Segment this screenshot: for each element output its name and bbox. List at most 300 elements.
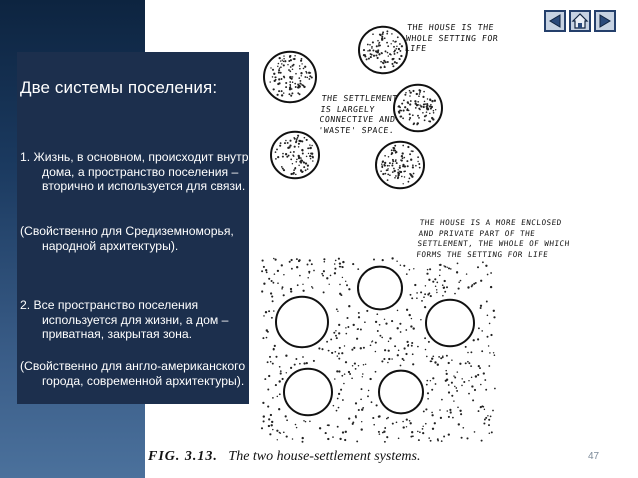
settlement-dot	[325, 432, 327, 434]
house-interior-dot	[310, 147, 312, 149]
house-interior-dot	[380, 170, 382, 172]
house-interior-dot	[377, 57, 379, 59]
house-interior-dot	[292, 81, 294, 83]
settlement-dot	[391, 320, 393, 322]
house-interior-dot	[301, 63, 302, 64]
house-interior-dot	[399, 50, 401, 52]
settlement-dot	[273, 348, 275, 350]
settlement-dot	[437, 440, 439, 442]
settlement-dot	[431, 414, 433, 416]
settlement-dot	[269, 356, 271, 358]
house-interior-dot	[418, 117, 420, 119]
settlement-dot	[494, 388, 496, 390]
house-interior-dot	[281, 90, 283, 92]
settlement-dot	[262, 337, 264, 339]
settlement-dot	[477, 374, 479, 376]
house-interior-dot	[380, 66, 382, 68]
settlement-dot	[352, 365, 354, 367]
house-interior-dot	[398, 48, 400, 50]
settlement-dot	[439, 269, 441, 271]
settlement-dot	[302, 441, 304, 443]
caption-text: The two house-settlement systems.	[228, 449, 421, 464]
settlement-dot	[467, 286, 469, 288]
house-interior-dot	[280, 142, 282, 144]
settlement-dot	[345, 281, 346, 282]
house-interior-dot	[433, 110, 435, 112]
house-interior-dot	[392, 171, 394, 173]
settlement-dot	[439, 275, 441, 277]
settlement-dot	[265, 269, 267, 271]
house-interior-dot	[387, 52, 389, 54]
settlement-dot	[434, 278, 436, 280]
settlement-dot	[342, 399, 344, 401]
house-interior-dot	[288, 155, 290, 157]
settlement-dot	[285, 355, 287, 357]
house-interior-dot	[297, 135, 298, 136]
settlement-dot	[490, 286, 492, 288]
settlement-dot	[424, 306, 426, 308]
house-interior-dot	[311, 153, 313, 155]
house-interior-dot	[298, 156, 300, 158]
settlement-dot	[302, 356, 304, 358]
house-interior-dot	[419, 93, 421, 95]
settlement-dot	[299, 363, 301, 365]
note-one: (Свойственно для Средиземноморья, народной архитектуры).	[20, 224, 234, 253]
house-interior-dot	[381, 163, 383, 165]
settlement-dot	[465, 346, 467, 348]
settlement-dot	[403, 265, 405, 267]
house-interior-dot	[298, 143, 300, 145]
settlement-dot	[351, 349, 353, 351]
house-interior-dot	[413, 173, 415, 175]
house-interior-dot	[381, 52, 382, 53]
settlement-dot	[271, 280, 273, 282]
house-interior-dot	[402, 117, 404, 119]
settlement-dot	[345, 361, 347, 363]
settlement-dot	[412, 353, 414, 355]
settlement-dot	[281, 288, 283, 290]
settlement-dot	[302, 437, 304, 439]
house-interior-dot	[305, 169, 307, 171]
house-interior-dot	[285, 86, 287, 88]
house-interior-dot	[281, 94, 283, 96]
slide-title: Две системы поселения:	[20, 78, 218, 97]
settlement-dot	[369, 378, 371, 380]
settlement-dot	[348, 288, 350, 290]
settlement-dot	[405, 329, 407, 331]
settlement-dot	[397, 354, 399, 356]
settlement-dot	[333, 332, 335, 334]
house-interior-dot	[409, 95, 411, 97]
settlement-dot	[334, 263, 336, 265]
settlement-dot	[384, 441, 386, 443]
house-interior-dot	[434, 100, 436, 102]
settlement-dot	[269, 433, 271, 435]
settlement-dot	[462, 427, 464, 429]
settlement-dot	[473, 283, 475, 285]
settlement-dot	[455, 387, 457, 389]
house-interior-dot	[383, 60, 385, 62]
house-interior-dot	[399, 43, 401, 45]
house-interior-dot	[408, 110, 410, 112]
house-interior-dot	[399, 167, 401, 169]
house-interior-dot	[402, 157, 404, 159]
settlement-dot	[388, 341, 389, 342]
house-interior-dot	[409, 103, 411, 105]
settlement-dot	[334, 378, 336, 380]
settlement-dot	[405, 353, 407, 355]
house-interior-dot	[401, 160, 403, 162]
settlement-dot	[463, 381, 465, 383]
settlement-dot	[461, 378, 462, 379]
house-interior-dot	[299, 68, 301, 70]
settlement-dot	[275, 384, 277, 386]
settlement-dot	[330, 338, 332, 340]
house-interior-dot	[394, 150, 396, 152]
settlement-dot	[406, 309, 408, 311]
settlement-dot	[339, 293, 341, 295]
house-interior-dot	[418, 163, 420, 165]
settlement-dot	[456, 390, 458, 392]
house-interior-dot	[297, 92, 299, 94]
settlement-dot	[426, 384, 428, 386]
settlement-dot	[283, 274, 284, 275]
house-interior-dot	[394, 145, 396, 147]
settlement-dot	[422, 428, 424, 430]
settlement-dot	[286, 372, 287, 373]
house-interior-dot	[393, 46, 395, 48]
house-interior-dot	[368, 58, 370, 60]
house-interior-dot	[298, 77, 300, 79]
house-interior-dot	[290, 173, 292, 175]
settlement-dot	[489, 352, 491, 354]
settlement-dot	[373, 259, 375, 261]
settlement-dot	[309, 421, 311, 423]
house-interior-dot	[433, 112, 435, 114]
settlement-dot	[337, 311, 338, 312]
house-interior-dot	[386, 169, 388, 171]
house-circle	[426, 300, 474, 347]
settlement-dot	[460, 280, 462, 282]
settlement-dot	[344, 373, 346, 375]
house-interior-dot	[392, 163, 394, 165]
settlement-dot	[279, 393, 281, 395]
house-interior-dot	[291, 78, 293, 80]
settlement-dot	[471, 385, 473, 387]
settlement-dot	[368, 390, 369, 391]
settlement-dot	[348, 305, 350, 307]
settlement-dot	[403, 426, 405, 428]
house-interior-dot	[397, 169, 398, 170]
settlement-dot	[283, 431, 285, 433]
settlement-dot	[458, 288, 460, 290]
house-interior-dot	[423, 103, 425, 105]
house-interior-dot	[295, 140, 297, 142]
settlement-dot	[406, 341, 408, 343]
house-interior-dot	[409, 90, 411, 92]
house-interior-dot	[420, 105, 422, 107]
settlement-dot	[277, 396, 279, 398]
settlement-dot	[379, 433, 381, 435]
settlement-dot	[382, 259, 384, 261]
settlement-dot	[416, 297, 418, 299]
settlement-dot	[309, 272, 310, 273]
point-two: 2. Все пространство поселения используется для жизни, а дом – приватная, закрытая зона.	[20, 298, 229, 342]
house-interior-dot	[279, 145, 281, 147]
house-interior-dot	[415, 165, 417, 167]
settlement-dot	[345, 327, 346, 328]
settlement-dot	[438, 356, 440, 358]
house-interior-dot	[290, 59, 292, 61]
house-interior-dot	[422, 96, 424, 98]
settlement-dot	[321, 273, 323, 275]
house-interior-dot	[400, 55, 402, 57]
house-interior-dot	[387, 61, 389, 63]
settlement-dot	[357, 268, 359, 270]
settlement-dot	[375, 321, 377, 323]
settlement-dot	[443, 286, 445, 288]
house-interior-dot	[289, 81, 291, 83]
settlement-dot	[270, 292, 272, 294]
house-interior-dot	[277, 83, 279, 85]
settlement-dot	[444, 280, 446, 282]
house-interior-dot	[411, 176, 413, 178]
house-interior-dot	[417, 115, 419, 117]
settlement-dot	[448, 433, 450, 435]
settlement-dot	[474, 431, 476, 433]
settlement-dot	[402, 421, 404, 423]
house-interior-dot	[397, 52, 399, 54]
settlement-dot	[379, 324, 381, 326]
house-interior-dot	[409, 153, 411, 155]
settlement-dot	[414, 284, 416, 286]
next-arrow-icon	[596, 12, 614, 30]
settlement-dot	[446, 373, 448, 375]
settlement-dot	[426, 356, 428, 358]
settlement-dot	[466, 437, 468, 439]
settlement-dot	[488, 419, 490, 421]
house-interior-dot	[305, 71, 307, 73]
house-interior-dot	[407, 103, 409, 105]
home-button[interactable]	[569, 10, 591, 32]
next-slide-button[interactable]	[594, 10, 616, 32]
prev-slide-button[interactable]	[544, 10, 566, 32]
house-interior-dot	[419, 104, 420, 105]
settlement-dot	[358, 409, 360, 411]
house-interior-dot	[377, 51, 379, 53]
house-interior-dot	[298, 146, 299, 147]
settlement-dot	[323, 258, 325, 260]
house-interior-dot	[422, 112, 424, 114]
house-circle	[276, 297, 328, 347]
settlement-dot	[448, 384, 450, 386]
settlement-dot	[440, 417, 442, 419]
settlement-dot	[384, 349, 386, 351]
house-interior-dot	[278, 69, 280, 71]
house-interior-dot	[392, 159, 394, 161]
house-interior-dot	[381, 37, 383, 39]
house-interior-dot	[275, 79, 277, 81]
house-interior-dot	[284, 60, 286, 62]
house-interior-dot	[394, 61, 396, 63]
home-icon	[571, 12, 589, 30]
house-interior-dot	[294, 83, 296, 85]
house-interior-dot	[303, 86, 305, 88]
settlement-dot	[448, 267, 450, 269]
settlement-dot	[475, 375, 477, 377]
settlement-dot	[274, 345, 276, 347]
settlement-dot	[417, 431, 419, 433]
house-interior-dot	[397, 106, 398, 107]
settlement-dot	[348, 371, 350, 373]
settlement-dot	[412, 363, 414, 365]
house-interior-dot	[394, 53, 396, 55]
settlement-dot	[291, 268, 293, 270]
settlement-dot	[478, 365, 480, 367]
house-interior-dot	[309, 144, 310, 145]
house-interior-dot	[384, 164, 386, 166]
settlement-dot	[461, 437, 463, 439]
settlement-dot	[355, 415, 357, 417]
settlement-dot	[444, 291, 446, 293]
house-interior-dot	[399, 110, 401, 112]
house-interior-dot	[290, 76, 292, 78]
house-interior-dot	[396, 162, 398, 164]
settlement-dot	[442, 295, 444, 297]
house-interior-dot	[299, 65, 300, 66]
house-interior-dot	[302, 150, 304, 152]
settlement-dot	[261, 270, 263, 272]
settlement-dot	[396, 261, 397, 262]
settlement-dot	[430, 440, 432, 442]
house-interior-dot	[296, 138, 298, 140]
settlement-dot	[410, 325, 412, 327]
house-interior-dot	[417, 101, 419, 103]
house-interior-dot	[384, 66, 386, 68]
house-interior-dot	[298, 140, 300, 142]
settlement-dot	[358, 316, 360, 318]
house-interior-dot	[295, 86, 297, 88]
settlement-dot	[363, 364, 365, 366]
house-interior-dot	[272, 76, 274, 78]
house-interior-dot	[304, 76, 306, 78]
house-interior-dot	[281, 78, 283, 80]
settlement-dot	[366, 310, 368, 312]
house-interior-dot	[413, 122, 415, 124]
house-interior-dot	[289, 140, 291, 142]
settlement-dot	[268, 375, 270, 377]
settlement-dot	[411, 342, 413, 344]
settlement-dot	[494, 354, 496, 356]
house-interior-dot	[293, 155, 295, 157]
settlement-dot	[398, 438, 400, 440]
settlement-dot	[429, 268, 431, 270]
house-interior-dot	[285, 153, 287, 155]
settlement-dot	[480, 305, 482, 307]
settlement-dot	[484, 379, 486, 381]
settlement-dot	[339, 438, 341, 440]
house-interior-dot	[396, 46, 397, 47]
house-interior-dot	[303, 162, 305, 164]
house-interior-dot	[395, 48, 397, 50]
house-interior-dot	[379, 42, 381, 44]
settlement-dot	[334, 268, 336, 270]
settlement-dot	[436, 282, 438, 284]
settlement-dot	[435, 285, 437, 287]
settlement-dot	[335, 335, 337, 337]
settlement-dot	[460, 413, 462, 415]
house-interior-dot	[371, 47, 372, 48]
settlement-dot	[386, 436, 388, 438]
settlement-dot	[389, 337, 391, 339]
house-interior-dot	[288, 93, 290, 95]
house-interior-dot	[385, 50, 387, 52]
house-interior-dot	[277, 66, 278, 67]
house-interior-dot	[283, 169, 285, 171]
settlement-dot	[337, 398, 339, 400]
house-interior-dot	[397, 36, 399, 38]
settlement-dot	[282, 378, 284, 380]
settlement-dot	[275, 259, 277, 261]
house-interior-dot	[402, 145, 404, 147]
settlement-dot	[336, 370, 338, 372]
settlement-dot	[344, 439, 346, 441]
settlement-dot	[342, 277, 343, 278]
settlement-dot	[417, 346, 419, 348]
house-interior-dot	[419, 90, 421, 92]
settlement-dot	[448, 362, 450, 364]
settlement-dot	[281, 264, 283, 266]
settlement-dot	[362, 376, 363, 377]
house-interior-dot	[378, 53, 380, 55]
settlement-dot	[410, 294, 412, 296]
settlement-dot	[468, 362, 470, 364]
settlement-dot	[272, 282, 274, 284]
settlement-dot	[487, 336, 489, 338]
settlement-dot	[342, 266, 344, 268]
house-interior-dot	[292, 173, 294, 175]
house-interior-dot	[384, 155, 386, 157]
settlement-dot	[385, 323, 387, 325]
settlement-dot	[333, 405, 335, 407]
settlement-dot	[268, 278, 270, 280]
settlement-dot	[406, 273, 408, 275]
house-interior-dot	[275, 151, 277, 153]
settlement-dot	[342, 431, 344, 433]
house-interior-dot	[293, 169, 295, 171]
settlement-dot	[451, 382, 453, 384]
settlement-dot	[339, 284, 341, 286]
house-interior-dot	[399, 171, 400, 172]
settlement-dot	[375, 342, 377, 344]
settlement-dot	[263, 420, 265, 422]
settlement-dot	[413, 327, 415, 329]
house-interior-dot	[396, 62, 398, 64]
house-interior-dot	[311, 145, 313, 147]
settlement-dot	[375, 371, 377, 373]
house-interior-dot	[427, 108, 429, 110]
settlement-dot	[484, 409, 485, 410]
house-interior-dot	[388, 55, 389, 56]
settlement-dot	[295, 424, 297, 426]
settlement-dot	[398, 350, 400, 352]
house-circle	[284, 369, 332, 416]
house-interior-dot	[284, 77, 286, 79]
house-interior-dot	[312, 157, 314, 159]
settlement-dot	[454, 293, 456, 295]
house-interior-dot	[300, 72, 302, 74]
settlement-dot	[267, 406, 269, 408]
